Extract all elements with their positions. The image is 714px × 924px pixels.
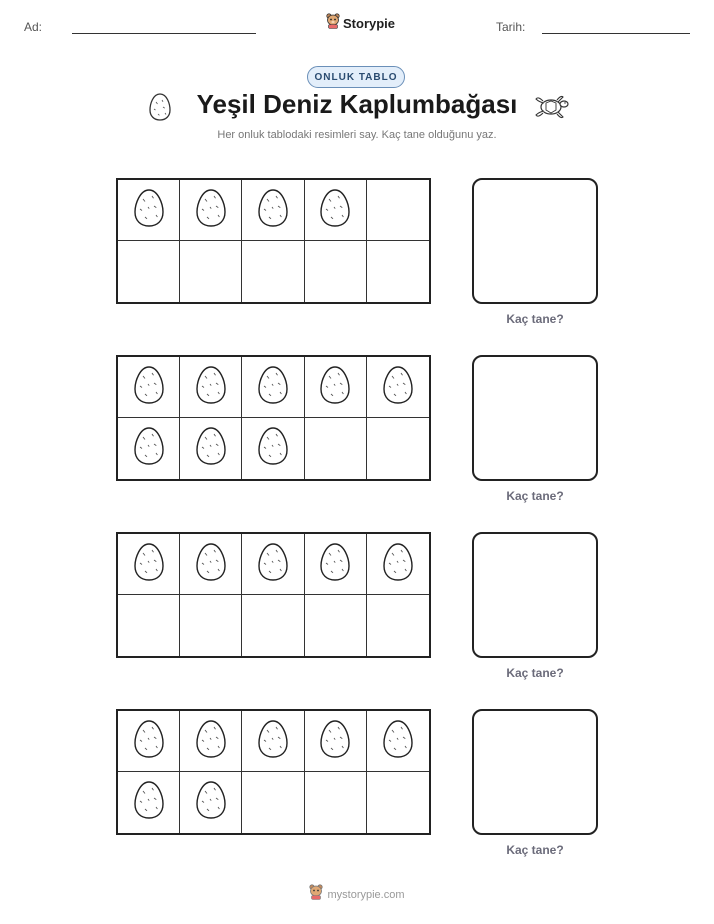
ten-frame-cell — [367, 180, 429, 241]
turtle-egg-icon — [318, 541, 352, 588]
name-line[interactable] — [72, 33, 256, 34]
question-label-3: Kaç tane? — [506, 666, 564, 680]
ten-frame-cell — [367, 772, 429, 833]
turtle-egg-icon — [318, 364, 352, 411]
ten-frame-cell — [305, 772, 367, 833]
ten-frame-cell — [180, 595, 242, 656]
turtle-egg-icon — [132, 364, 166, 411]
footer — [0, 884, 714, 905]
name-label: Ad: — [24, 20, 43, 34]
ten-frame-3 — [116, 532, 431, 658]
turtle-egg-icon — [194, 425, 228, 472]
turtle-egg-icon — [132, 541, 166, 588]
worksheet-type-badge: ONLUK TABLO — [307, 66, 405, 88]
answer-box-4[interactable] — [472, 709, 598, 835]
ten-frame-cell — [180, 357, 242, 418]
turtle-egg-icon — [256, 541, 290, 588]
ten-frame-1 — [116, 178, 431, 304]
turtle-egg-icon — [256, 364, 290, 411]
ten-frame-cell — [305, 418, 367, 479]
answer-box-1[interactable] — [472, 178, 598, 304]
brand-name: Storypie — [343, 16, 396, 31]
ten-frame-cell — [305, 534, 367, 595]
ten-frame-cell — [305, 595, 367, 656]
ten-frame-cell — [118, 418, 180, 479]
bear-mascot-icon — [326, 13, 340, 34]
question-label-1: Kaç tane? — [506, 312, 564, 326]
ten-frame-2 — [116, 355, 431, 481]
ten-frame-cell — [305, 711, 367, 772]
brand-logo — [326, 13, 395, 34]
turtle-egg-icon — [132, 779, 166, 826]
sea-turtle-icon — [535, 94, 569, 125]
ten-frame-cell — [242, 180, 304, 241]
ten-frame-cell — [118, 711, 180, 772]
ten-frame-cell — [367, 534, 429, 595]
question-label-4: Kaç tane? — [506, 843, 564, 857]
ten-frame-4 — [116, 709, 431, 835]
turtle-egg-icon — [194, 364, 228, 411]
turtle-egg-icon — [381, 364, 415, 411]
ten-frame-cell — [305, 357, 367, 418]
ten-frame-cell — [118, 534, 180, 595]
ten-frame-cell — [118, 357, 180, 418]
turtle-egg-icon — [381, 541, 415, 588]
ten-frame-cell — [242, 772, 304, 833]
answer-box-2[interactable] — [472, 355, 598, 481]
page-title: Yeşil Deniz Kaplumbağası — [196, 89, 518, 119]
turtle-egg-icon — [194, 187, 228, 234]
instructions: Her onluk tablodaki resimleri say. Kaç tane olduğunu yaz. — [217, 129, 497, 141]
ten-frame-cell — [367, 357, 429, 418]
ten-frame-cell — [242, 534, 304, 595]
turtle-egg-icon — [318, 718, 352, 765]
question-label-2: Kaç tane? — [506, 489, 564, 503]
ten-frame-cell — [242, 711, 304, 772]
ten-frame-cell — [367, 595, 429, 656]
turtle-egg-icon — [318, 187, 352, 234]
footer-url: mystorypie.com — [327, 888, 405, 901]
ten-frame-cell — [305, 180, 367, 241]
ten-frame-cell — [118, 595, 180, 656]
ten-frame-cell — [242, 357, 304, 418]
turtle-egg-icon — [194, 779, 228, 826]
ten-frame-cell — [118, 241, 180, 302]
ten-frame-cell — [180, 418, 242, 479]
ten-frame-cell — [367, 711, 429, 772]
turtle-egg-icon — [132, 187, 166, 234]
ten-frame-cell — [367, 241, 429, 302]
bear-mascot-icon — [309, 884, 323, 905]
ten-frame-cell — [180, 534, 242, 595]
ten-frame-cell — [180, 711, 242, 772]
turtle-egg-icon — [132, 425, 166, 472]
ten-frame-cell — [180, 772, 242, 833]
turtle-egg-icon — [256, 425, 290, 472]
date-line[interactable] — [542, 33, 690, 34]
turtle-egg-icon — [194, 541, 228, 588]
turtle-egg-icon — [132, 718, 166, 765]
ten-frame-cell — [118, 180, 180, 241]
ten-frame-cell — [180, 180, 242, 241]
turtle-egg-icon — [256, 718, 290, 765]
ten-frame-cell — [367, 418, 429, 479]
ten-frame-cell — [118, 772, 180, 833]
ten-frame-cell — [242, 595, 304, 656]
answer-box-3[interactable] — [472, 532, 598, 658]
ten-frame-cell — [180, 241, 242, 302]
ten-frame-cell — [242, 418, 304, 479]
ten-frame-cell — [242, 241, 304, 302]
turtle-egg-icon — [381, 718, 415, 765]
turtle-egg-icon — [256, 187, 290, 234]
turtle-egg-icon — [194, 718, 228, 765]
date-label: Tarih: — [496, 20, 526, 34]
ten-frame-cell — [305, 241, 367, 302]
